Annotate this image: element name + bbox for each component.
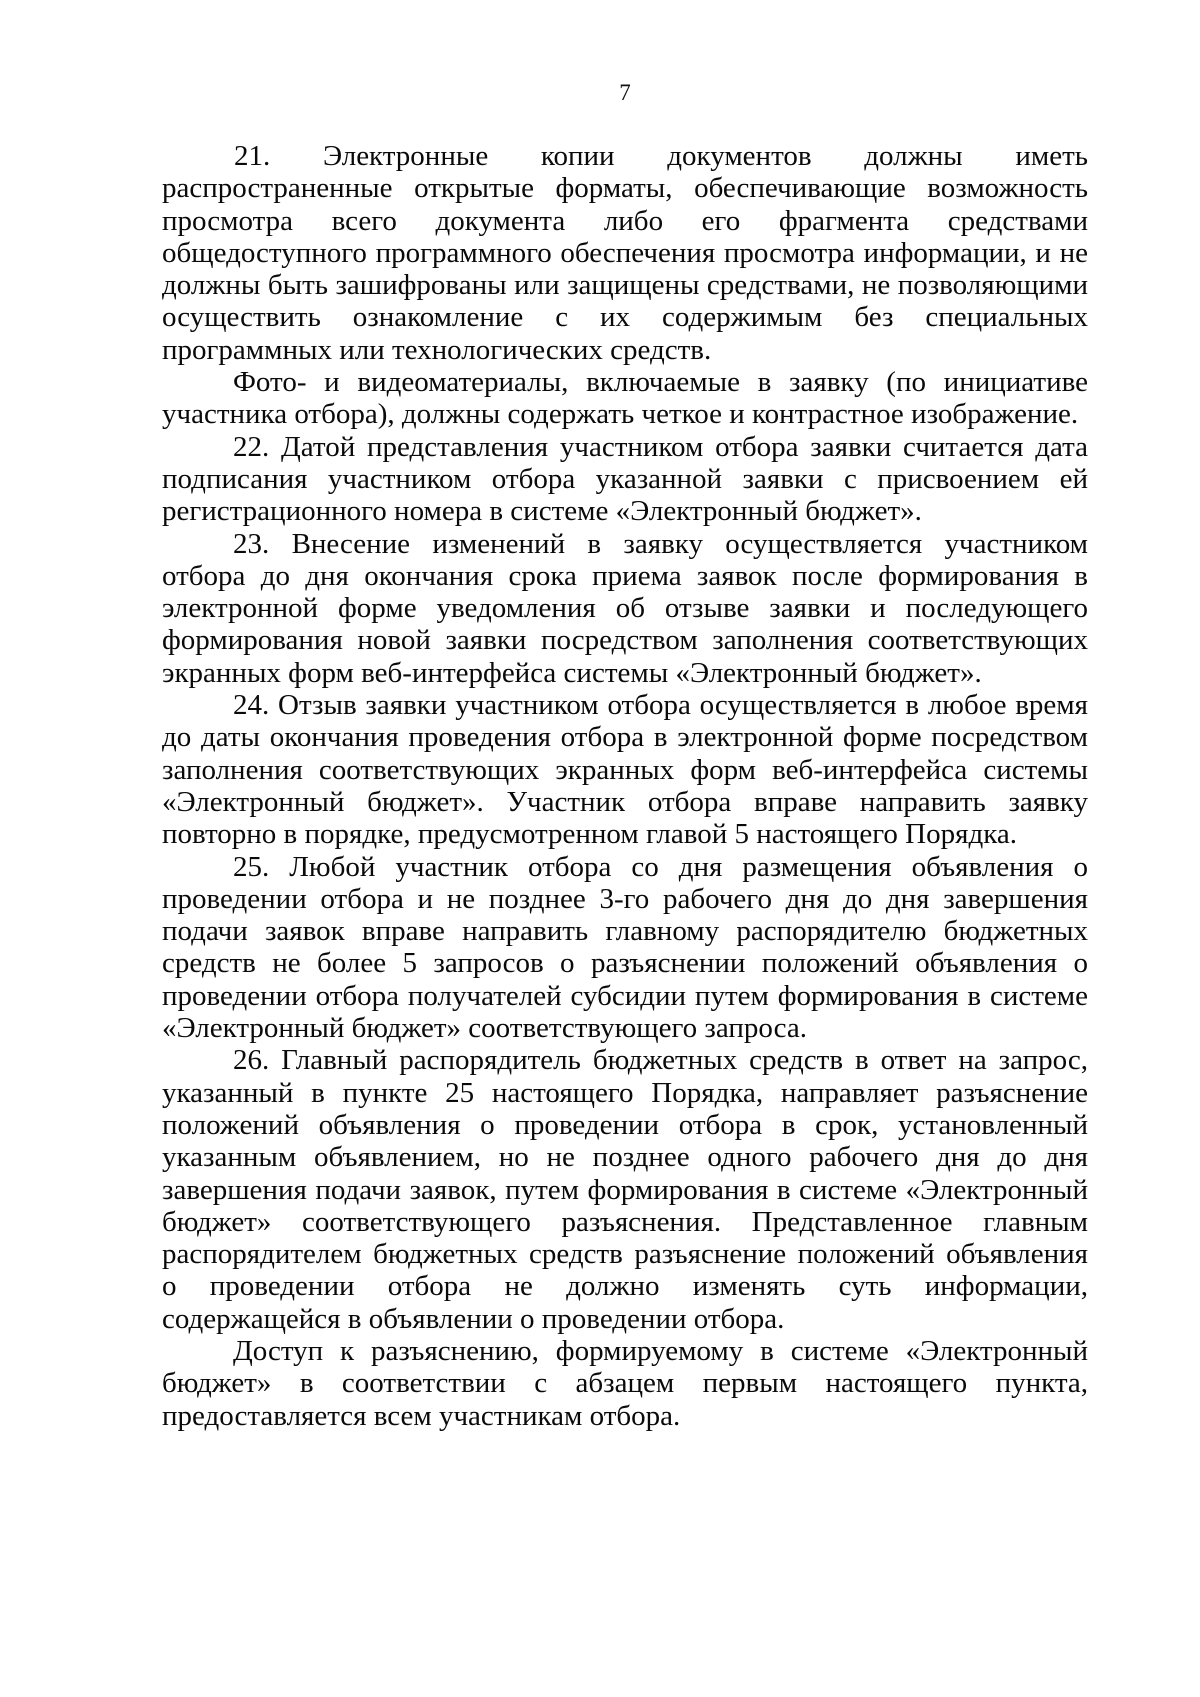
paragraph-25: 25. Любой участник отбора со дня размещения объявления о проведении отбора и не позднее 3-го рабочего дня до дня завершения подачи заявок вправе направить главному распорядителю бюджетных средств не более 5 запросов о разъяснении положений объявления о проведении отбора получателей субсидии путем формирования в системе «Электронный бюджет» соответствующего запроса. [162,850,1088,1045]
document-body [162,140,1088,1432]
paragraph-21: 21. Электронные копии документов должны иметь распространенные открытые форматы, обеспечивающие возможность просмотра всего документа либо его фрагмента средствами общедоступного программного обеспечения просмотра информации, и не должны быть зашифрованы или защищены средствами, не позволяющими осуществить ознакомление с их содержимым без специальных программных или технологических средств. [162,140,1088,366]
paragraph-22: 22. Датой представления участником отбора заявки считается дата подписания участником отбора указанной заявки с присвоением ей регистрационного номера в системе «Электронный бюджет». [162,430,1088,528]
paragraph-26: 26. Главный распорядитель бюджетных средств в ответ на запрос, указанный в пункте 25 настоящего Порядка, направляет разъяснение положений объявления о проведении отбора в срок, установленный указанным объявлением, но не позднее одного рабочего дня до дня завершения подачи заявок, путем формирования в системе «Электронный бюджет» соответствующего разъяснения. Представленное главным распорядителем бюджетных средств разъяснение положений объявления о проведении отбора не должно изменять суть информации, содержащейся в объявлении о проведении отбора. [162,1044,1088,1335]
paragraph-21-photo-video: Фото- и видеоматериалы, включаемые в заявку (по инициативе участника отбора), должны содержать четкое и контрастное изображение. [162,366,1088,431]
paragraph-24: 24. Отзыв заявки участником отбора осуществляется в любое время до даты окончания проведения отбора в электронной форме посредством заполнения соответствующих экранных форм веб-интерфейса системы «Электронный бюджет». Участник отбора вправе направить заявку повторно в порядке, предусмотренном главой 5 настоящего Порядка. [162,689,1088,851]
paragraph-23: 23. Внесение изменений в заявку осуществляется участником отбора до дня окончания срока приема заявок после формирования в электронной форме уведомления об отзыве заявки и последующего формирования новой заявки посредством заполнения соответствующих экранных форм веб-интерфейса системы «Электронный бюджет». [162,527,1088,689]
paragraph-26-access: Доступ к разъяснению, формируемому в системе «Электронный бюджет» в соответствии с абзацем первым настоящего пункта, предоставляется всем участникам отбора. [162,1334,1088,1432]
page-number: 7 [619,80,631,105]
